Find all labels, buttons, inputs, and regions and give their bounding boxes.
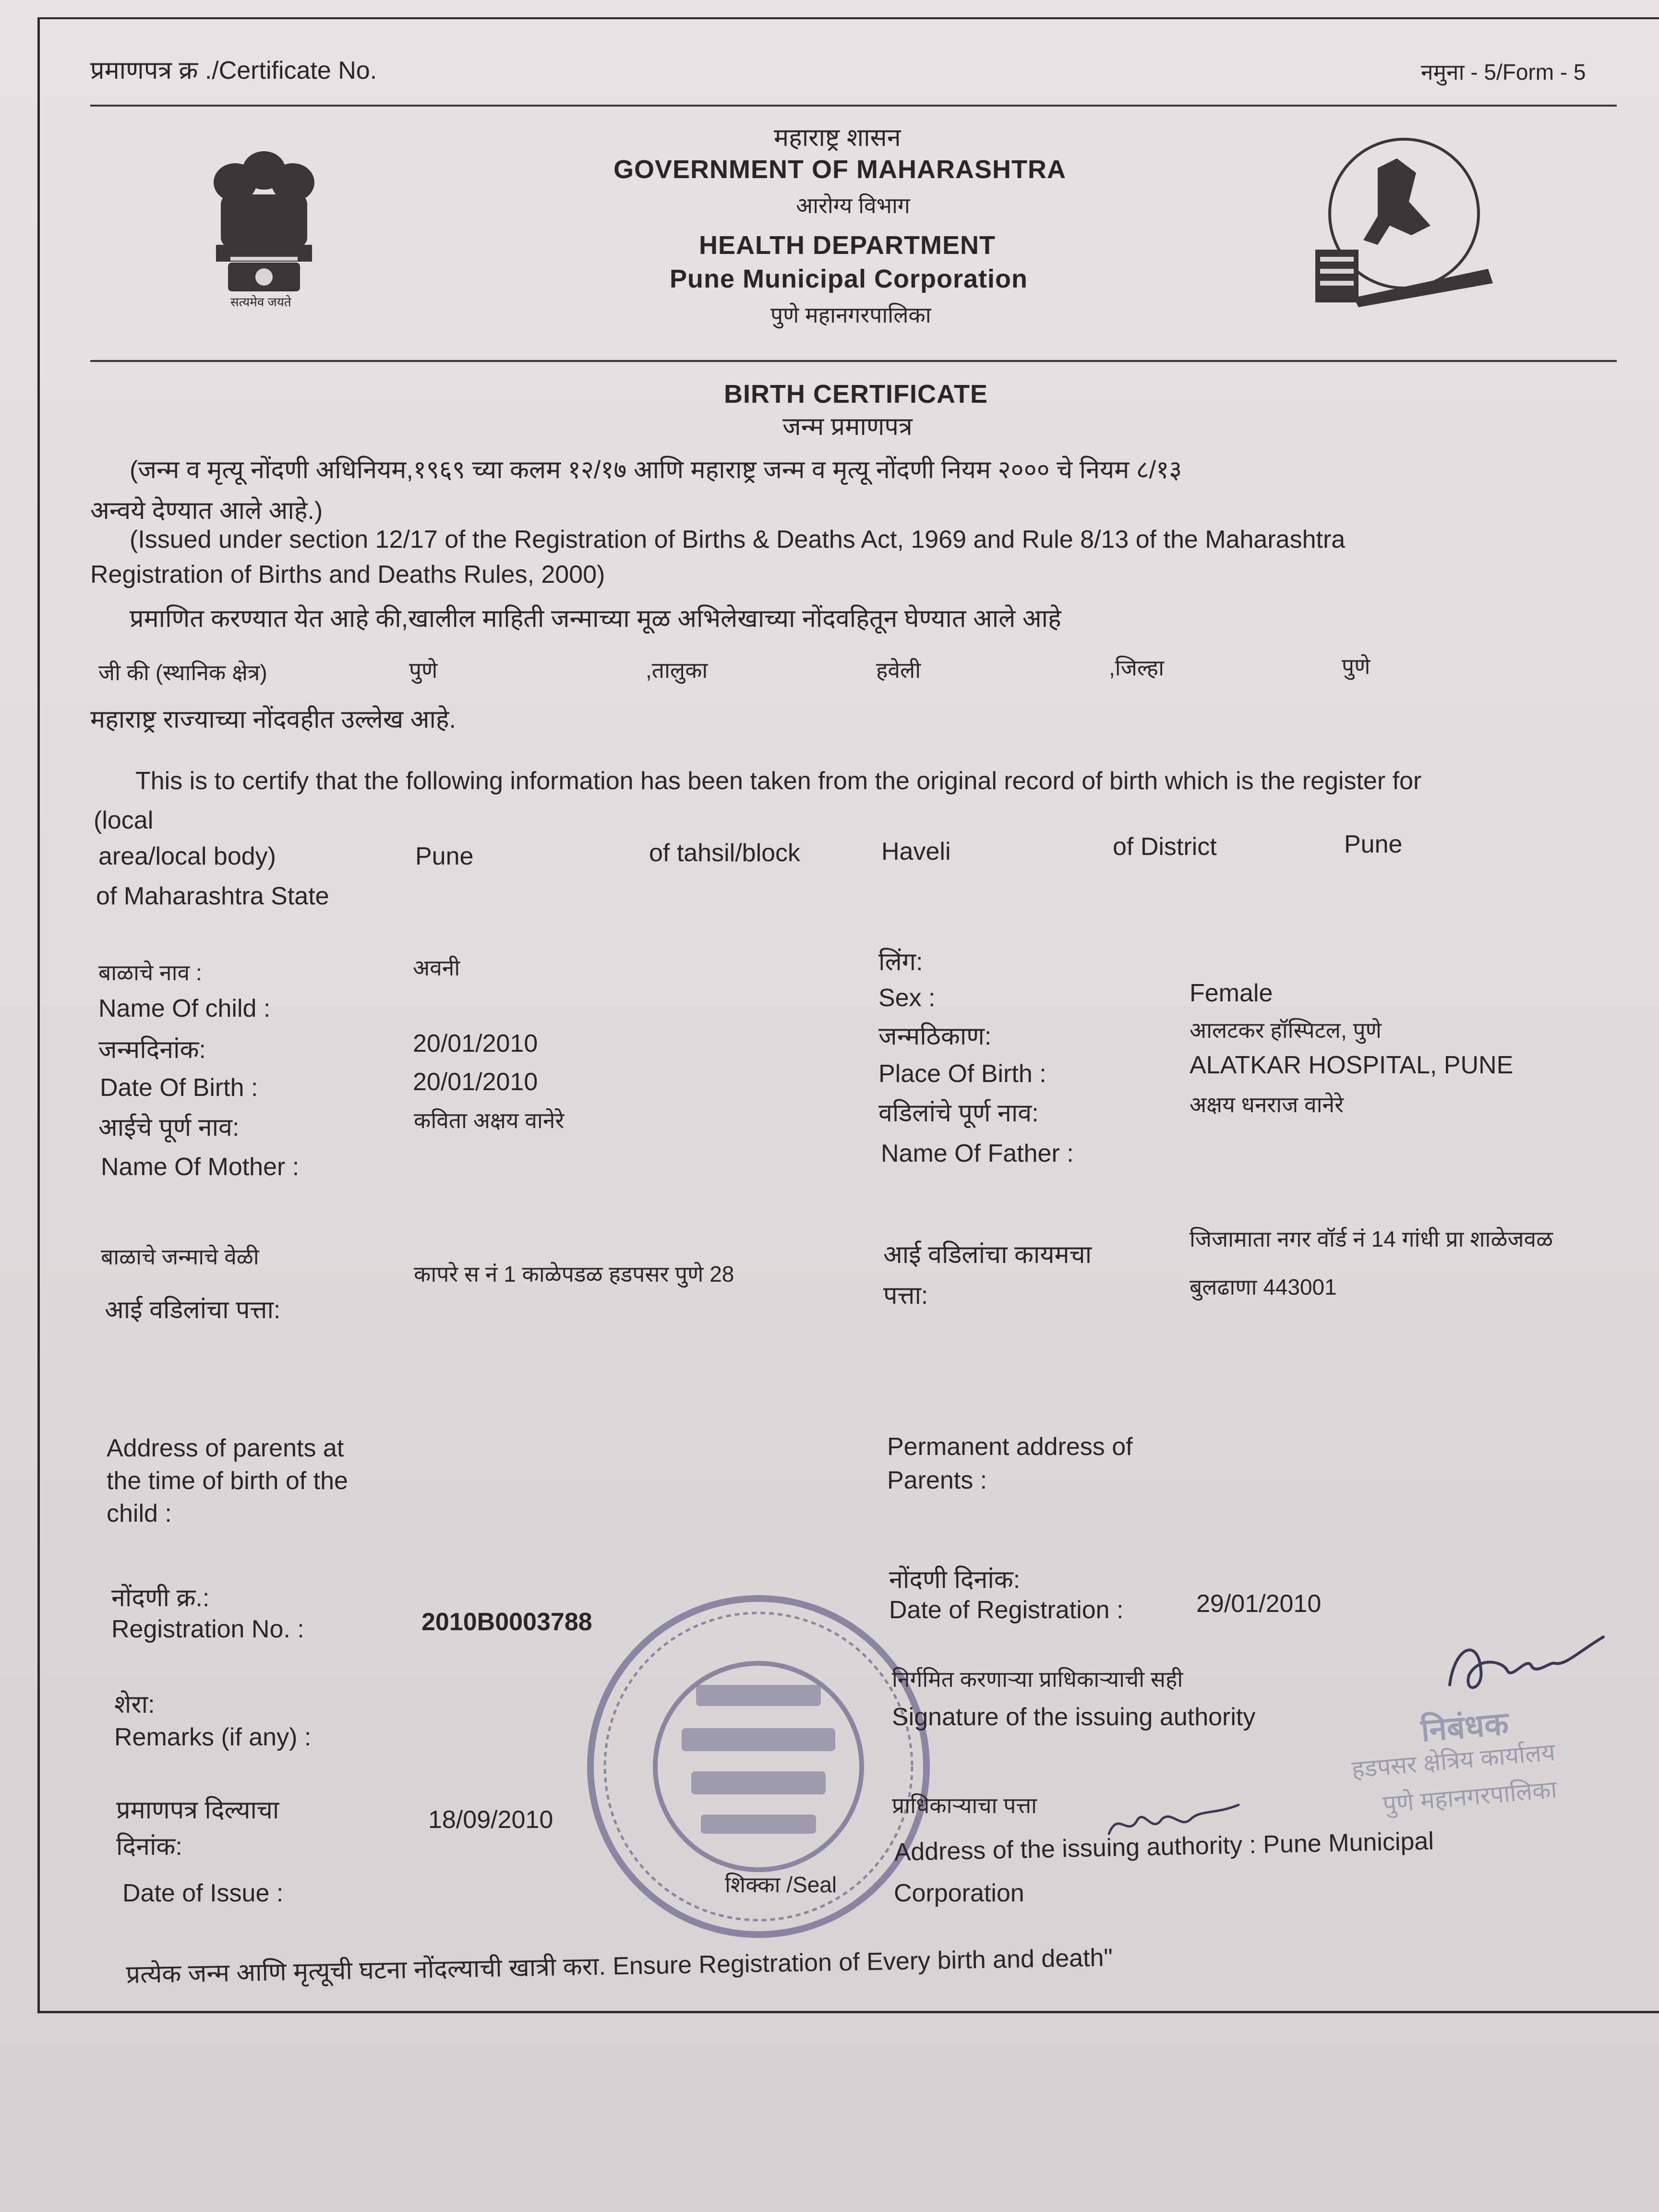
reg-date-value: 29/01/2010 xyxy=(1196,1590,1322,1618)
tahsil-value-en: Haveli xyxy=(881,838,951,866)
dob-value-2: 20/01/2010 xyxy=(413,1068,538,1096)
form-number: नमुना - 5/Form - 5 xyxy=(1421,60,1586,84)
header-rule-bottom xyxy=(90,360,1617,362)
child-name-value: अवनी xyxy=(413,955,460,980)
certify-marathi-line1: प्रमाणित करण्यात येत आहे की,खालील माहिती जन्माच्या मूळ अभिलेखाच्या नोंदवहितून घेण्यात आले आहे xyxy=(130,605,1061,633)
sex-value: Female xyxy=(1190,979,1273,1007)
dept-english: HEALTH DEPARTMENT xyxy=(699,231,996,260)
tahsil-label-en: of tahsil/block xyxy=(649,839,801,867)
issued-english-line1: (Issued under section 12/17 of the Registration of Births & Deaths Act, 1969 and Rule 8/13 of the Maharashtra xyxy=(130,526,1346,553)
certificate-no-label: प्रमाणपत्र क्र ./Certificate No. xyxy=(90,57,377,84)
addr-perm-label-mr1: आई वडिलांचा कायमचा xyxy=(883,1241,1092,1269)
local-area-label-mr: जी की (स्थानिक क्षेत्र) xyxy=(98,660,267,685)
district-label-mr: ,जिल्हा xyxy=(1109,655,1164,680)
addr-perm-label-en1: Permanent address of xyxy=(887,1433,1133,1461)
footer-note: प्रत्येक जन्म आणि मृत्यूची घटना नोंदल्याची खात्री करा. Ensure Registration of Every birth and death" xyxy=(126,1944,1113,1989)
local-label-2: area/local body) xyxy=(98,842,276,870)
father-name-value: अक्षय धनराज वानेरे xyxy=(1190,1092,1344,1117)
district-value-mr: पुणे xyxy=(1342,654,1370,679)
mother-label-mr: आईचे पूर्ण नाव: xyxy=(98,1114,240,1142)
seal-label: शिक्का /Seal xyxy=(725,1872,837,1897)
certificate-title-marathi: जन्म प्रमाणपत्र xyxy=(782,413,913,441)
mother-label-en: Name Of Mother : xyxy=(101,1153,300,1181)
certificate-title: BIRTH CERTIFICATE xyxy=(724,380,988,409)
reg-no-label-en: Registration No. : xyxy=(111,1615,304,1643)
pmc-logo-icon xyxy=(1306,125,1498,317)
authority-addr-label-en2: Corporation xyxy=(894,1879,1024,1907)
addr-birth-label-en2: the time of birth of the xyxy=(107,1467,348,1495)
gov-english: GOVERNMENT OF MAHARASHTRA xyxy=(613,155,1066,184)
authority-addr-label-mr: प्राधिकाऱ्याचा पत्ता xyxy=(892,1793,1037,1818)
addr-birth-label-en1: Address of parents at xyxy=(107,1434,344,1462)
district-label-en: of District xyxy=(1113,833,1217,861)
child-name-label-mr: बाळाचे नाव : xyxy=(98,960,202,985)
gov-marathi: महाराष्ट्र शासन xyxy=(774,124,901,152)
certify-english-line1: This is to certify that the following information has been taken from the original record of birth which is the register for xyxy=(135,767,1422,795)
corp-english: Pune Municipal Corporation xyxy=(670,264,1028,293)
issued-marathi-line2: अन्वये देण्यात आले आहे.) xyxy=(90,497,323,525)
issued-english-line2: Registration of Births and Deaths Rules, 2000) xyxy=(90,561,605,589)
state-line: of Maharashtra State xyxy=(96,882,329,910)
reg-date-label-en: Date of Registration : xyxy=(889,1596,1124,1624)
sex-label-mr: लिंग: xyxy=(878,948,923,976)
issue-date-value: 18/09/2010 xyxy=(428,1806,553,1834)
reg-no-value: 2010B0003788 xyxy=(421,1608,592,1636)
issue-date-label-en: Date of Issue : xyxy=(122,1879,284,1907)
stamp-office: हडपसर क्षेत्रिय कार्यालय xyxy=(1350,1738,1556,1783)
reg-date-label-mr: नोंदणी दिनांक: xyxy=(889,1566,1021,1594)
issue-date-label-mr2: दिनांक: xyxy=(116,1833,182,1861)
issue-date-label-mr1: प्रमाणपत्र दिल्याचा xyxy=(116,1796,279,1824)
taluka-value-mr: हवेली xyxy=(876,658,921,683)
sex-label-en: Sex : xyxy=(878,984,936,1012)
header-rule-top xyxy=(90,105,1617,107)
mother-name-value: कविता अक्षय वानेरे xyxy=(414,1108,565,1133)
dept-marathi: आरोग्य विभाग xyxy=(796,193,910,218)
initials-signature xyxy=(1104,1795,1248,1848)
addr-birth-label-mr2: आई वडिलांचा पत्ता: xyxy=(105,1296,281,1324)
child-name-label-en: Name Of child : xyxy=(98,995,271,1022)
local-value-en: Pune xyxy=(415,842,474,870)
addr-perm-label-en2: Parents : xyxy=(887,1467,987,1494)
taluka-label-mr: ,तालुका xyxy=(646,658,708,683)
remarks-label-en: Remarks (if any) : xyxy=(114,1723,312,1751)
addr-perm-value-1: जिजामाता नगर वॉर्ड नं 14 गांधी प्रा शाळेजवळ xyxy=(1190,1226,1553,1251)
reg-no-label-mr: नोंदणी क्र.: xyxy=(111,1584,210,1612)
authority-addr-label-en: Address of the issuing authority : Pune Municipal xyxy=(894,1827,1434,1866)
addr-birth-value: कापरे स नं 1 काळेपडळ हडपसर पुणे 28 xyxy=(414,1262,734,1286)
pob-value-mr: आलटकर हॉस्पिटल, पुणे xyxy=(1190,1018,1382,1043)
local-area-value-mr: पुणे xyxy=(409,658,438,683)
pob-label-mr: जन्मठिकाण: xyxy=(878,1022,992,1050)
stamp-registrar: निबंधक xyxy=(1419,1705,1510,1748)
dob-value-1: 20/01/2010 xyxy=(413,1030,538,1058)
addr-perm-value-2: बुलढाणा 443001 xyxy=(1190,1274,1337,1299)
signature-label-mr: निर्गमित करणाऱ्या प्राधिकाऱ्याची सही xyxy=(892,1667,1183,1692)
addr-birth-label-en3: child : xyxy=(107,1500,172,1527)
father-label-en: Name Of Father : xyxy=(881,1140,1074,1167)
remarks-label-mr: शेरा: xyxy=(114,1691,155,1719)
corp-marathi: पुणे महानगरपालिका xyxy=(770,302,931,327)
stamp-corporation: पुणे महानगरपालिका xyxy=(1382,1776,1558,1818)
issuing-authority-signature xyxy=(1435,1618,1618,1714)
addr-perm-label-mr2: पत्ता: xyxy=(883,1282,928,1310)
certify-marathi-line3: महाराष्ट्र राज्याच्या नोंदवहीत उल्लेख आहे. xyxy=(90,706,456,733)
dob-label-en: Date Of Birth : xyxy=(100,1074,258,1102)
district-value-en: Pune xyxy=(1344,830,1403,858)
addr-birth-label-mr1: बाळाचे जन्माचे वेळी xyxy=(101,1244,259,1269)
local-label-1: (local xyxy=(94,806,154,834)
issued-marathi-line1: (जन्म व मृत्यू नोंदणी अधिनियम,१९६९ च्या कलम १२/१७ आणि महाराष्ट्र जन्म व मृत्यू नोंदणी नियम २००० चे नियम ८/१३ xyxy=(130,456,1182,484)
signature-label-en: Signature of the issuing authority xyxy=(892,1703,1256,1731)
father-label-mr: वडिलांचे पूर्ण नाव: xyxy=(878,1099,1039,1127)
dob-label-mr: जन्मदिनांक: xyxy=(98,1036,206,1064)
pob-label-en: Place Of Birth : xyxy=(878,1060,1046,1088)
emblem-motto: सत्यमेव जयते xyxy=(230,295,291,309)
pob-value-en: ALATKAR HOSPITAL, PUNE xyxy=(1190,1051,1514,1079)
